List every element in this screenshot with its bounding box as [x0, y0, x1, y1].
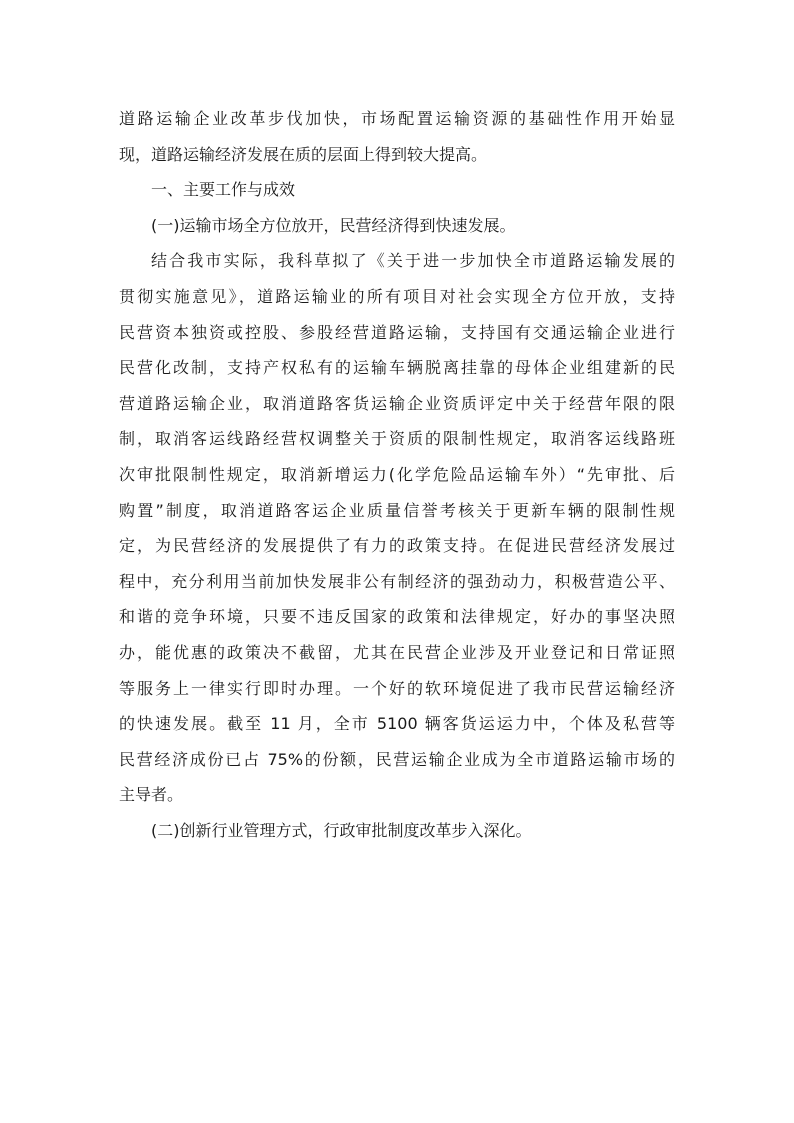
subsection-heading: (一)运输市场全方位放开，民营经济得到快速发展。: [151, 215, 516, 235]
body-line: 民营化改制，支持产权私有的运输车辆脱离挂靠的母体企业组建新的民: [119, 358, 675, 378]
body-line: 制，取消客运线路经营权调整关于资质的限制性规定，取消客运线路班: [119, 429, 675, 449]
body-line: 办，能优惠的政策决不截留，尤其在民营企业涉及开业登记和日常证照: [119, 642, 675, 662]
body-line: 现，道路运输经济发展在质的层面上得到较大提高。: [119, 144, 488, 164]
body-line: 购置”制度，取消道路客运企业质量信誉考核关于更新车辆的限制性规: [119, 500, 675, 520]
body-line: 次审批限制性规定，取消新增运力(化学危险品运输车外）“先审批、后: [119, 464, 675, 484]
body-line: 的快速发展。截至 11 月，全市 5100 辆客货运运力中，个体及私营等: [119, 714, 675, 734]
section-heading: 一、主要工作与成效: [151, 180, 296, 200]
body-line: 结合我市实际，我科草拟了《关于进一步加快全市道路运输发展的: [151, 251, 675, 271]
body-line: 和谐的竞争环境，只要不违反国家的政策和法律规定，好办的事坚决照: [119, 607, 675, 627]
body-line: 贯彻实施意见》，道路运输业的所有项目对社会实现全方位开放，支持: [119, 286, 675, 306]
body-line: 等服务上一律实行即时办理。一个好的软环境促进了我市民营运输经济: [119, 678, 675, 698]
subsection-heading: (二)创新行业管理方式，行政审批制度改革步入深化。: [151, 820, 532, 840]
document-body: [119, 101, 675, 848]
body-line: 营道路运输企业，取消道路客货运输企业资质评定中关于经营年限的限: [119, 393, 675, 413]
body-line: 程中，充分利用当前加快发展非公有制经济的强劲动力，积极营造公平、: [119, 571, 675, 591]
body-line: 定，为民营经济的发展提供了有力的政策支持。在促进民营经济发展过: [119, 536, 675, 556]
body-line: 民营资本独资或控股、参股经营道路运输，支持国有交通运输企业进行: [119, 322, 675, 342]
body-line: 民营经济成份已占 75%的份额，民营运输企业成为全市道路运输市场的: [119, 749, 675, 769]
body-line: 道路运输企业改革步伐加快，市场配置运输资源的基础性作用开始显: [119, 109, 675, 128]
body-line: 主导者。: [119, 785, 184, 805]
